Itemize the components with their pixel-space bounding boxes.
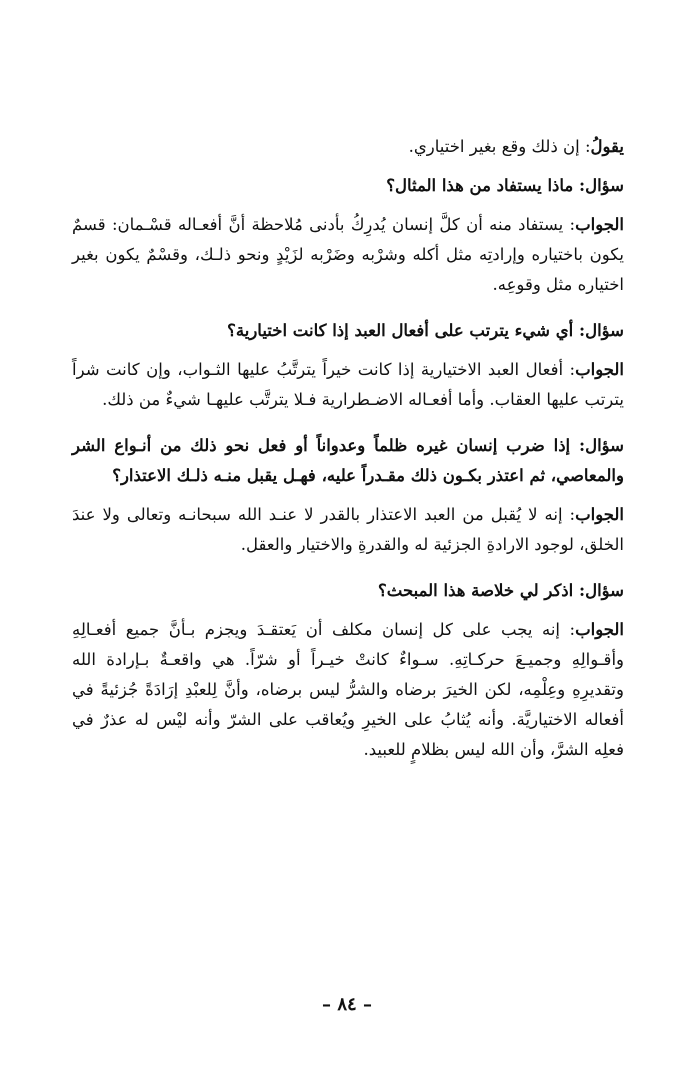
answer-1-text: : يستفاد منه أن كلَّ إنسان يُدرِكُ بأدنى مُلاحظة أنَّ أفعـاله قسْـمان: قسمٌ يكون باختياره وإرادتِه مثل أكله وشرْبه وضَرْبه لزَيْدٍ ونحو ذلـك، وقسْمٌ يكون بغير اختياره مثل وقوعِه. [72,215,624,294]
question-4-text: : اذكر لي خلاصة هذا المبحث؟ [378,581,586,600]
answer-4 [72,615,624,765]
question-1-text: : ماذا يستفاد من هذا المثال؟ [386,176,586,195]
question-2-text: : أي شيء يترتب على أفعال العبد إذا كانت اختيارية؟ [227,321,586,340]
question-4 [72,576,624,606]
answer-1-label: الجواب [575,215,624,234]
question-2-label: سؤال [585,321,624,340]
question-1-label: سؤال [585,176,624,195]
answer-3-text: : إنه لا يُقبل من العبد الاعتذار بالقدر لا عنـد الله سبحانـه وتعالى ولا عندَ الخلق، لوجود الارادةِ الجزئية له والقدرةِ والاختيار والعقل. [72,505,624,554]
answer-3-label: الجواب [575,505,624,524]
intro-label: يقولُ [590,137,624,156]
answer-2-text: : أفعال العبد الاختيارية إذا كانت خيراً يترتَّبُ عليها الثـواب، وإن كانت شراً يترتب عليها العقاب. وأما أفعـاله الاضـطرارية فـلا يترتَّب عليهـا شيءٌ من ذلك. [72,360,624,409]
page-body [72,132,624,765]
answer-2-label: الجواب [575,360,624,379]
question-1 [72,171,624,201]
answer-4-label: الجواب [575,620,624,639]
question-3 [72,431,624,491]
intro-text: : إن ذلك وقع بغير اختياري. [408,137,591,156]
question-2 [72,316,624,346]
page-number: – ٨٤ – [322,994,372,1015]
intro-line [72,132,624,162]
answer-3 [72,500,624,560]
question-3-text: : إذا ضرب إنسان غيره ظلماً وعدواناً أو فعل نحو ذلك من أنـواع الشر والمعاصي، ثم اعتذر بكـون ذلك مقـدراً عليه، فهـل يقبل منـه ذلـك الاعتذار؟ [72,436,624,485]
answer-4-text: : إنه يجب على كل إنسان مكلف أن يَعتقـدَ ويجزم بـأنَّ جميع أفعـالِهِ وأقـوالِهِ وجميـعَ حركـاتِهِ. سـواءٌ كانتْ خيـراً أو شرّاً. هي واقعـةٌ بـإرادة الله وتقديرِهِ وعِلْمِه، لكن الخيرَ برضاه والشرُّ ليس برضاه، وأنَّ لِلعبْدِ إرَادَةً جُزئيةً في أفعاله الاختياريَّة. وأنه يُثابُ على الخيرِ ويُعاقب على الشرّ وأنه ليْس له عذرٌ في فعلِه الشرَّ، وأن الله ليس بظلامٍ للعبيد. [72,620,624,759]
question-3-label: سؤال [585,436,624,455]
question-4-label: سؤال [585,581,624,600]
answer-2 [72,355,624,415]
answer-1 [72,210,624,300]
